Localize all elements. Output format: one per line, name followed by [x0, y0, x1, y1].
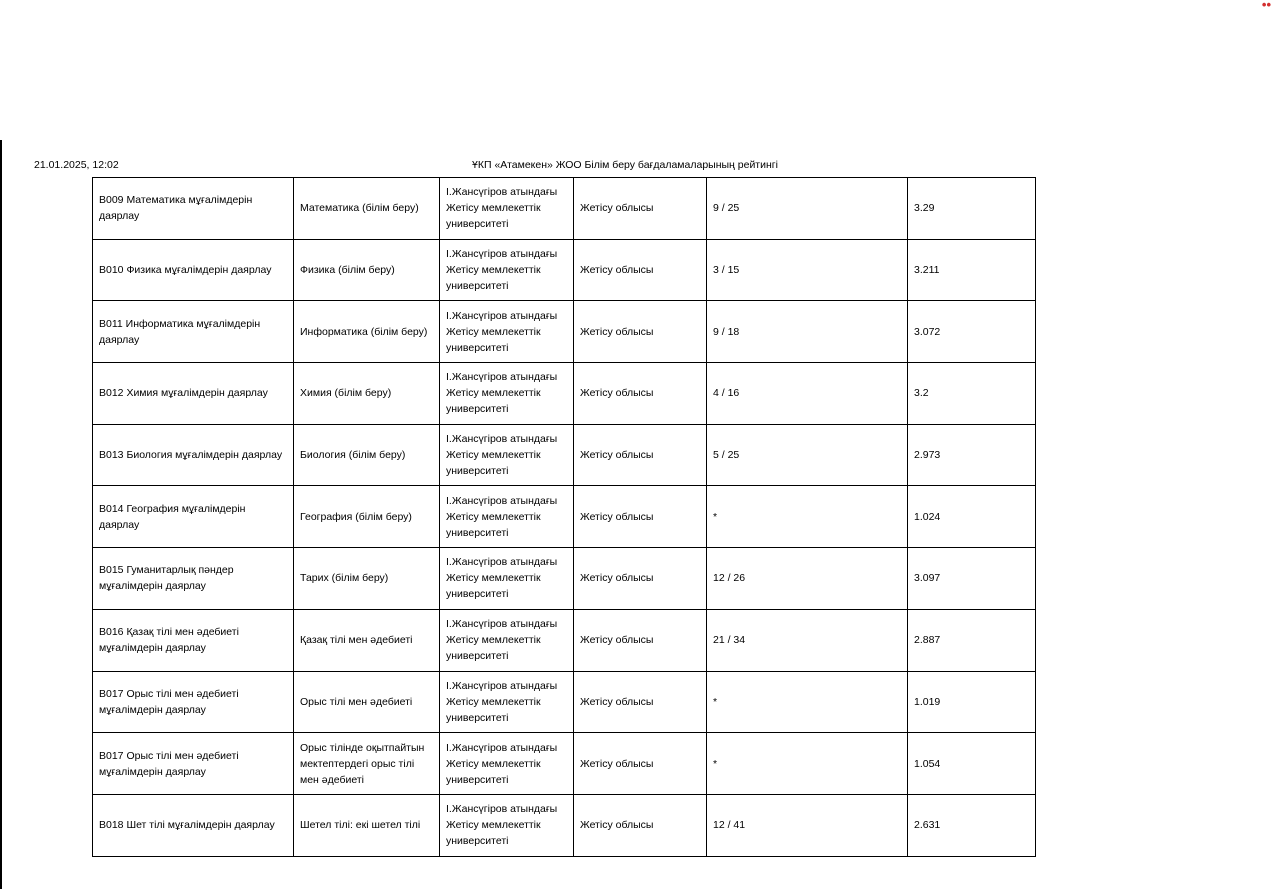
table-row	[93, 178, 1036, 240]
subject-cell: Тарих (білім беру)	[294, 548, 440, 610]
university-cell: І.Жансүгіров атындағы Жетісу мемлекеттік университеті	[440, 671, 574, 733]
score-cell: 1.019	[908, 671, 1036, 733]
rank-cell: 5 / 25	[707, 424, 908, 486]
rank-cell: *	[707, 733, 908, 795]
region-cell: Жетісу облысы	[574, 733, 707, 795]
program-cell: B012 Химия мұғалімдерін даярлау	[93, 363, 294, 425]
university-cell: І.Жансүгіров атындағы Жетісу мемлекеттік университеті	[440, 301, 574, 363]
rank-cell: 12 / 41	[707, 794, 908, 856]
university-cell: І.Жансүгіров атындағы Жетісу мемлекеттік университеті	[440, 486, 574, 548]
score-cell: 1.054	[908, 733, 1036, 795]
university-cell: І.Жансүгіров атындағы Жетісу мемлекеттік университеті	[440, 178, 574, 240]
region-cell: Жетісу облысы	[574, 548, 707, 610]
program-cell: B017 Орыс тілі мен әдебиеті мұғалімдерін даярлау	[93, 671, 294, 733]
region-cell: Жетісу облысы	[574, 671, 707, 733]
university-cell: І.Жансүгіров атындағы Жетісу мемлекеттік университеті	[440, 548, 574, 610]
region-cell: Жетісу облысы	[574, 178, 707, 240]
rank-cell: 4 / 16	[707, 363, 908, 425]
university-cell: І.Жансүгіров атындағы Жетісу мемлекеттік университеті	[440, 609, 574, 671]
program-cell: B018 Шет тілі мұғалімдерін даярлау	[93, 794, 294, 856]
program-cell: B011 Информатика мұғалімдерін даярлау	[93, 301, 294, 363]
region-cell: Жетісу облысы	[574, 424, 707, 486]
table-row	[93, 794, 1036, 856]
score-cell: 3.072	[908, 301, 1036, 363]
table-row	[93, 671, 1036, 733]
university-cell: І.Жансүгіров атындағы Жетісу мемлекеттік университеті	[440, 239, 574, 301]
score-cell: 3.097	[908, 548, 1036, 610]
score-cell: 3.2	[908, 363, 1036, 425]
subject-cell: География (білім беру)	[294, 486, 440, 548]
subject-cell: Физика (білім беру)	[294, 239, 440, 301]
university-cell: І.Жансүгіров атындағы Жетісу мемлекеттік университеті	[440, 363, 574, 425]
subject-cell: Орыс тілінде оқытпайтын мектептердегі орыс тілі мен әдебиеті	[294, 733, 440, 795]
score-cell: 3.211	[908, 239, 1036, 301]
rank-cell: *	[707, 671, 908, 733]
table-row	[93, 424, 1036, 486]
region-cell: Жетісу облысы	[574, 239, 707, 301]
table-row	[93, 486, 1036, 548]
score-cell: 2.887	[908, 609, 1036, 671]
page-left-border	[0, 140, 2, 889]
region-cell: Жетісу облысы	[574, 609, 707, 671]
university-cell: І.Жансүгіров атындағы Жетісу мемлекеттік университеті	[440, 733, 574, 795]
rank-cell: 3 / 15	[707, 239, 908, 301]
subject-cell: Шетел тілі: екі шетел тілі	[294, 794, 440, 856]
score-cell: 2.973	[908, 424, 1036, 486]
program-cell: B010 Физика мұғалімдерін даярлау	[93, 239, 294, 301]
subject-cell: Химия (білім беру)	[294, 363, 440, 425]
table-row	[93, 548, 1036, 610]
table-row	[93, 363, 1036, 425]
university-cell: І.Жансүгіров атындағы Жетісу мемлекеттік университеті	[440, 424, 574, 486]
rank-cell: 9 / 25	[707, 178, 908, 240]
score-cell: 2.631	[908, 794, 1036, 856]
program-cell: B015 Гуманитарлық пәндер мұғалімдерін даярлау	[93, 548, 294, 610]
program-cell: B016 Қазақ тілі мен әдебиеті мұғалімдерін даярлау	[93, 609, 294, 671]
subject-cell: Информатика (білім беру)	[294, 301, 440, 363]
subject-cell: Математика (білім беру)	[294, 178, 440, 240]
page-title: ҰКП «Атамекен» ЖОО Білім беру бағдаламаларының рейтингі	[472, 159, 778, 171]
program-cell: B014 География мұғалімдерін даярлау	[93, 486, 294, 548]
subject-cell: Биология (білім беру)	[294, 424, 440, 486]
region-cell: Жетісу облысы	[574, 301, 707, 363]
region-cell: Жетісу облысы	[574, 794, 707, 856]
rank-cell: *	[707, 486, 908, 548]
program-cell: B009 Математика мұғалімдерін даярлау	[93, 178, 294, 240]
table-row	[93, 733, 1036, 795]
score-cell: 1.024	[908, 486, 1036, 548]
region-cell: Жетісу облысы	[574, 363, 707, 425]
table-row	[93, 609, 1036, 671]
region-cell: Жетісу облысы	[574, 486, 707, 548]
rank-cell: 12 / 26	[707, 548, 908, 610]
subject-cell: Орыс тілі мен әдебиеті	[294, 671, 440, 733]
program-rating-table	[92, 177, 1036, 857]
program-cell: B017 Орыс тілі мен әдебиеті мұғалімдерін даярлау	[93, 733, 294, 795]
print-datetime: 21.01.2025, 12:02	[34, 159, 119, 171]
table-row	[93, 239, 1036, 301]
program-cell: B013 Биология мұғалімдерін даярлау	[93, 424, 294, 486]
rank-cell: 21 / 34	[707, 609, 908, 671]
subject-cell: Қазақ тілі мен әдебиеті	[294, 609, 440, 671]
score-cell: 3.29	[908, 178, 1036, 240]
table-row	[93, 301, 1036, 363]
university-cell: І.Жансүгіров атындағы Жетісу мемлекеттік университеті	[440, 794, 574, 856]
rank-cell: 9 / 18	[707, 301, 908, 363]
corner-indicator-dots: ••	[1261, 0, 1271, 12]
